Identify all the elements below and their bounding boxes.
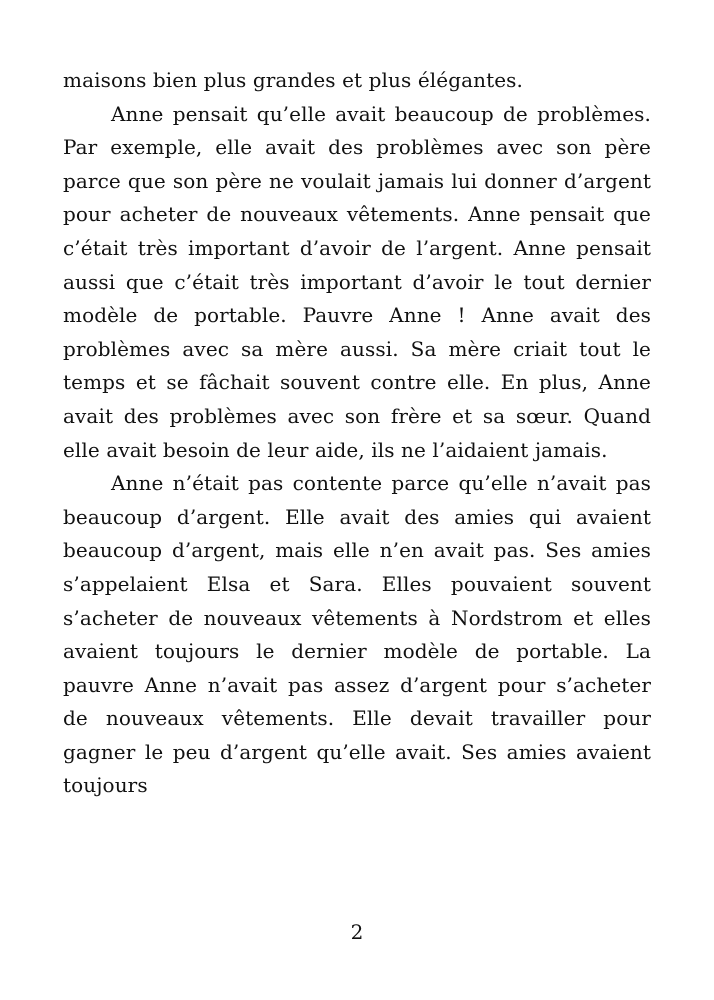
paragraph: Anne n’était pas contente parce qu’elle n’avait pas beaucoup d’argent. Elle avait des amies qui avaient beaucoup d’argent, mais elle n’en avait pas. Ses amies s’appelaient Elsa et Sara. Elles pouvaient souvent s’acheter de nouveaux vêtements à Nordstrom et elles avaient toujours le dernier modèle de portable. La pauvre Anne n’avait pas assez d’argent pour s’acheter de nouveaux vêtements. Elle devait travailler pour gagner le peu d’argent qu’elle avait. Ses amies avaient toujours [63,471,651,798]
page-text-block [63,64,651,803]
paragraph-continuation: maisons bien plus grandes et plus élégantes. [63,68,523,92]
page-number: 2 [350,920,364,944]
paragraph: Anne pensait qu’elle avait beaucoup de problèmes. Par exemple, elle avait des problèmes avec son père parce que son père ne voulait jamais lui donner d’argent pour acheter de nouveaux vêtements. Anne pensait que c’était très important d’avoir de l’argent. Anne pensait aussi que c’était très important d’avoir le tout dernier modèle de portable. Pauvre Anne ! Anne avait des problèmes avec sa mère aussi. Sa mère criait tout le temps et se fâchait souvent contre elle. En plus, Anne avait des problèmes avec son frère et sa sœur. Quand elle avait besoin de leur aide, ils ne l’aidaient jamais. [63,101,651,462]
